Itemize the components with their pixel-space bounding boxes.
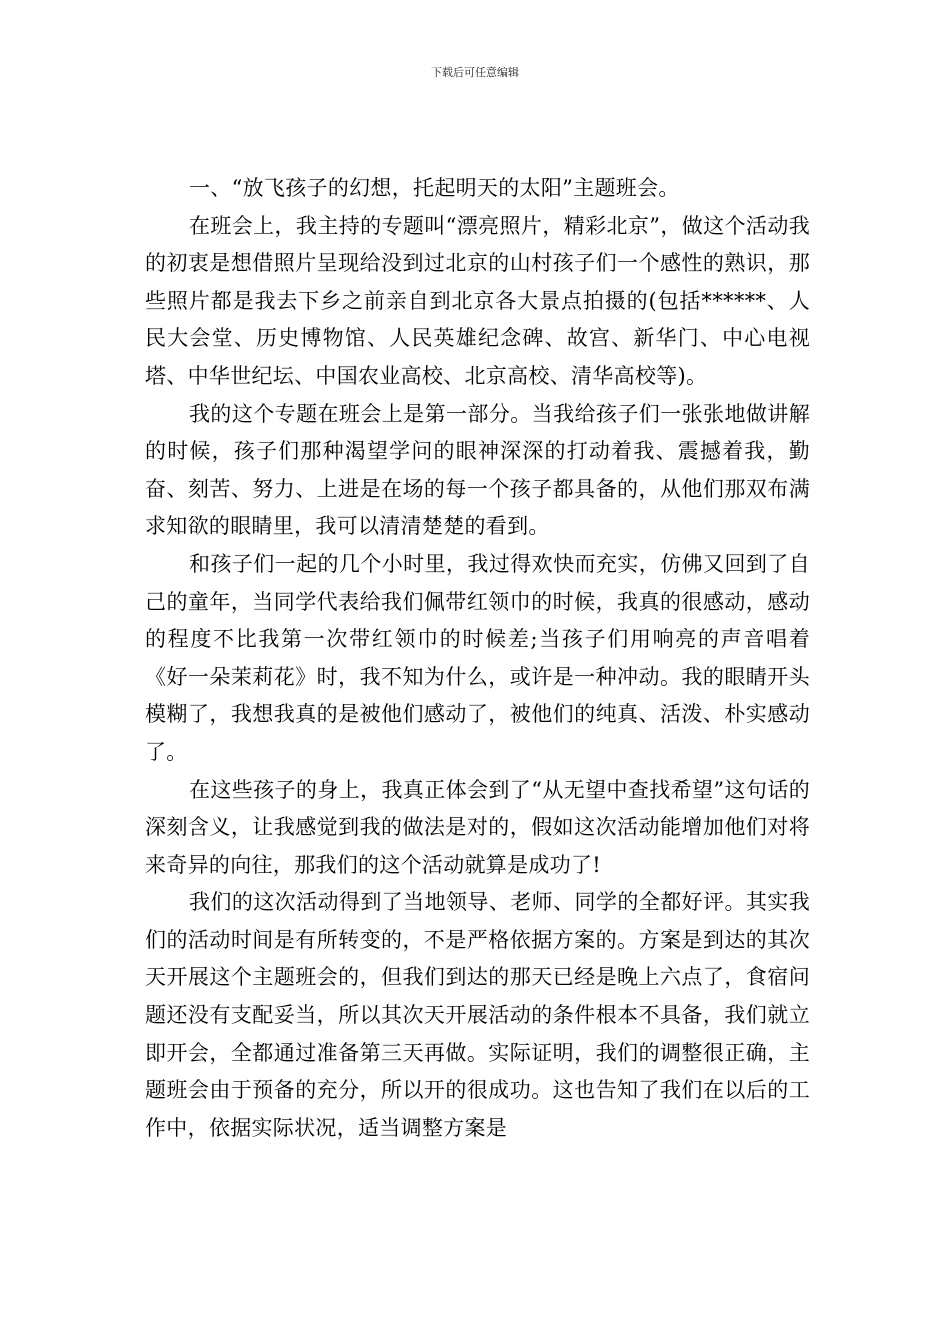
paragraph-heading: 一、“放飞孩子的幻想，托起明天的太阳”主题班会。 xyxy=(189,176,680,200)
paragraph: 在班会上，我主持的专题叫“漂亮照片，精彩北京”，做这个活动我的初衷是想借照片呈现给没到过北京的山村孩子们一个感性的熟识，那些照片都是我去下乡之前亲自到北京各大景点拍摄的(包括******、人民大会堂、历史博物馆、人民英雄纪念碑、故宫、新华门、中心电视塔、中华世纪坛、中国农业高校、北京高校、清华高校等)。 xyxy=(145,213,810,388)
paragraph: 和孩子们一起的几个小时里，我过得欢快而充实，仿佛又回到了自己的童年，当同学代表给我们佩带红领巾的时候，我真的很感动，感动的程度不比我第一次带红领巾的时候差;当孩子们用响亮的声音唱着《好一朵茉莉花》时，我不知为什么，或许是一种冲动。我的眼睛开头模糊了，我想我真的是被他们感动了，被他们的纯真、活泼、朴实感动了。 xyxy=(145,551,810,764)
document-body xyxy=(145,170,810,1147)
page-header-note: 下载后可任意编辑 xyxy=(431,66,519,79)
paragraph: 我的这个专题在班会上是第一部分。当我给孩子们一张张地做讲解的时候，孩子们那种渴望学问的眼神深深的打动着我、震撼着我，勤奋、刻苦、努力、上进是在场的每一个孩子都具备的，从他们那双布满求知欲的眼睛里，我可以清清楚楚的看到。 xyxy=(145,401,810,539)
paragraph: 在这些孩子的身上，我真正体会到了“从无望中查找希望”这句话的深刻含义，让我感觉到我的做法是对的，假如这次活动能增加他们对将来奇异的向往，那我们的这个活动就算是成功了! xyxy=(145,777,810,877)
paragraph: 我们的这次活动得到了当地领导、老师、同学的全都好评。其实我们的活动时间是有所转变的，不是严格依据方案的。方案是到达的其次天开展这个主题班会的，但我们到达的那天已经是晚上六点了，食宿问题还没有支配妥当，所以其次天开展活动的条件根本不具备，我们就立即开会，全都通过准备第三天再做。实际证明，我们的调整很正确，主题班会由于预备的充分，所以开的很成功。这也告知了我们在以后的工作中，依据实际状况，适当调整方案是 xyxy=(145,890,810,1140)
